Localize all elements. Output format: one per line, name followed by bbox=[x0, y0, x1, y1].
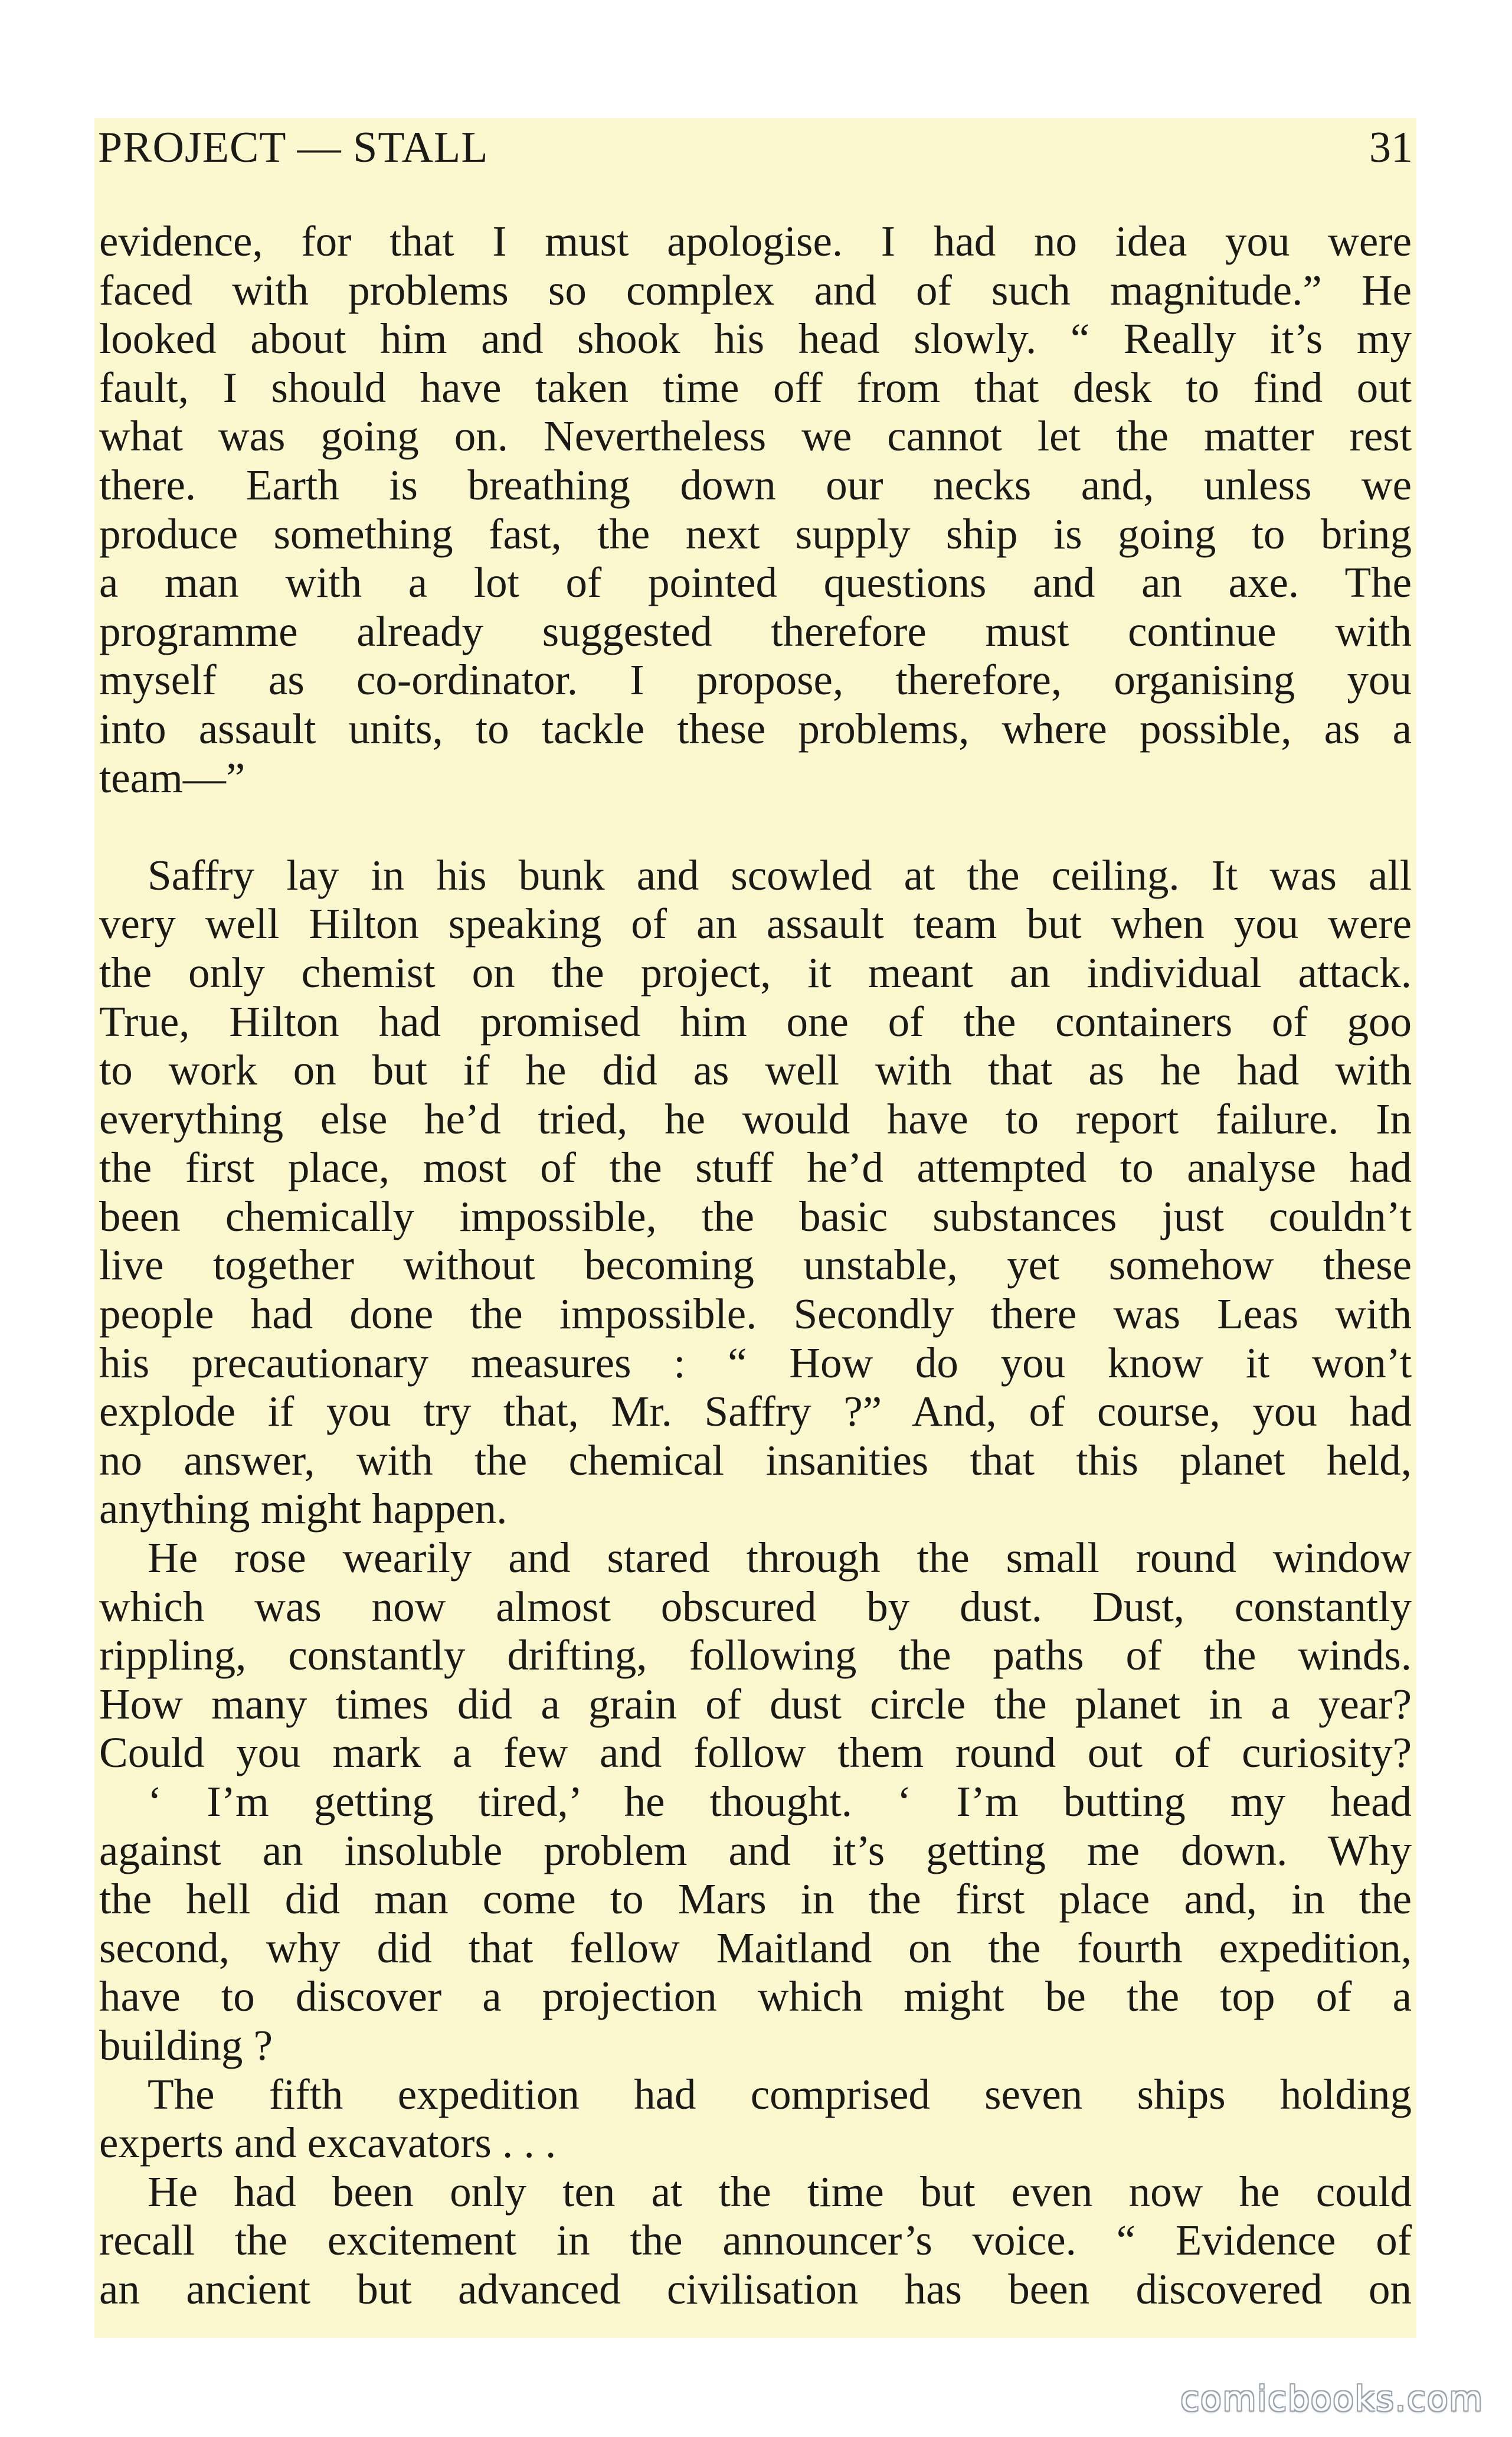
page-number: 31 bbox=[1369, 123, 1413, 172]
page-header bbox=[94, 118, 1416, 177]
text-line: recall the excitement in the announcer’s voice. “ Evidence of bbox=[99, 2216, 1412, 2265]
running-title: PROJECT — STALL bbox=[98, 123, 489, 172]
text-line: a man with a lot of pointed questions and an axe. The bbox=[99, 558, 1412, 607]
text-line: the first place, most of the stuff he’d attempted to analyse had bbox=[99, 1144, 1412, 1192]
text-line: myself as co-ordinator. I propose, therefore, organising you bbox=[99, 656, 1412, 704]
text-line: against an insoluble problem and it’s getting me down. Why bbox=[99, 1826, 1412, 1874]
text-line: people had done the impossible. Secondly there was Leas with bbox=[99, 1290, 1412, 1338]
text-line: into assault units, to tackle these problems, where possible, as a bbox=[99, 704, 1412, 753]
text-line: second, why did that fellow Maitland on the fourth expedition, bbox=[99, 1923, 1412, 1972]
text-line: He rose wearily and stared through the small round window bbox=[148, 1534, 1412, 1582]
text-line: what was going on. Nevertheless we cannot let the matter rest bbox=[99, 412, 1412, 460]
text-line: very well Hilton speaking of an assault team but when you were bbox=[99, 900, 1412, 948]
text-line: How many times did a grain of dust circle the planet in a year? bbox=[99, 1680, 1412, 1728]
text-line: faced with problems so complex and of such magnitude.” He bbox=[99, 266, 1412, 314]
text-line: Could you mark a few and follow them round out of curiosity? bbox=[99, 1729, 1412, 1777]
text-line: his precautionary measures : “ How do you know it won’t bbox=[99, 1338, 1412, 1387]
text-line: looked about him and shook his head slowly. “ Really it’s my bbox=[99, 315, 1412, 363]
text-line: fault, I should have taken time off from that desk to find out bbox=[99, 363, 1412, 411]
text-line: Saffry lay in his bunk and scowled at the ceiling. It was all bbox=[148, 851, 1412, 899]
text-line: an ancient but advanced civilisation has been discovered on bbox=[99, 2265, 1412, 2313]
paragraph-break bbox=[99, 802, 1412, 851]
text-line: True, Hilton had promised him one of the containers of goo bbox=[99, 997, 1412, 1046]
text-line: rippling, constantly drifting, following the paths of the winds. bbox=[99, 1631, 1412, 1680]
text-line: produce something fast, the next supply ship is going to bring bbox=[99, 509, 1412, 558]
text-line: The fifth expedition had comprised seven ships holding bbox=[148, 2070, 1412, 2118]
text-line: which was now almost obscured by dust. Dust, constantly bbox=[99, 1582, 1412, 1631]
text-line: the only chemist on the project, it meant an individual attack. bbox=[99, 948, 1412, 997]
text-line: no answer, with the chemical insanities that this planet held, bbox=[99, 1436, 1412, 1484]
text-line: been chemically impossible, the basic substances just couldn’t bbox=[99, 1192, 1412, 1240]
text-line: everything else he’d tried, he would have to report failure. In bbox=[99, 1095, 1412, 1143]
text-line: there. Earth is breathing down our necks and, unless we bbox=[99, 460, 1412, 509]
body-text bbox=[99, 217, 1412, 2314]
text-line: the hell did man come to Mars in the first place and, in the bbox=[99, 1875, 1412, 1923]
text-line: ‘ I’m getting tired,’ he thought. ‘ I’m butting my head bbox=[148, 1778, 1412, 1825]
text-line: building ? bbox=[99, 2021, 273, 2069]
text-line: have to discover a projection which might be the top of a bbox=[99, 1972, 1412, 2021]
text-line: He had been only ten at the time but even now he could bbox=[148, 2167, 1412, 2216]
text-line: team—” bbox=[99, 753, 246, 802]
text-line: evidence, for that I must apologise. I had no idea you were bbox=[99, 217, 1412, 265]
text-line: experts and excavators . . . bbox=[99, 2119, 557, 2167]
text-line: to work on but if he did as well with that as he had with bbox=[99, 1046, 1412, 1095]
watermark: comicbooks.com bbox=[1180, 2379, 1484, 2419]
text-line: programme already suggested therefore must continue with bbox=[99, 607, 1412, 655]
text-line: live together without becoming unstable, yet somehow these bbox=[99, 1241, 1412, 1289]
text-line: anything might happen. bbox=[99, 1485, 508, 1533]
text-line: explode if you try that, Mr. Saffry ?” And, of course, you had bbox=[99, 1387, 1412, 1436]
